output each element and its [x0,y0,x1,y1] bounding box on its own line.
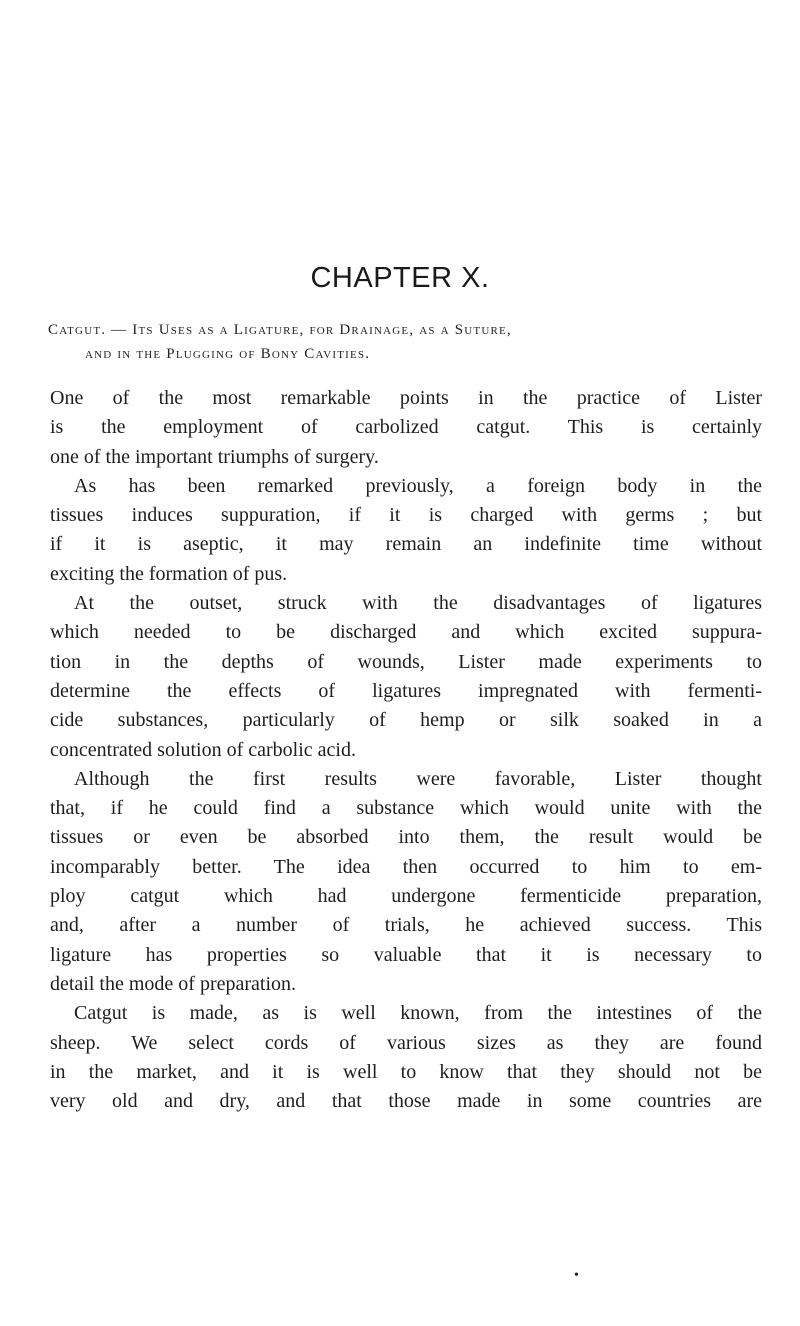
text-line: exciting the formation of pus. [50,562,288,585]
body-text [50,384,762,1116]
text-line: in the market, and it is well to know that they should not be [50,1060,762,1083]
text-line: detail the mode of preparation. [50,972,297,995]
text-line: One of the most remarkable points in the practice of Lister [50,387,762,409]
text-line: Although the first results were favorable, Lister thought [74,767,762,790]
text-line: tion in the depths of wounds, Lister made experiments to [50,650,762,673]
chapter-subtitle-line: Catgut. — Its Uses as a Ligature, for Drainage, as a Suture, [48,322,512,338]
text-line: if it is aseptic, it may remain an indefinite time without [50,533,762,556]
text-line: cide substances, particularly of hemp or silk soaked in a [50,709,762,732]
text-line: which needed to be discharged and which excited suppura- [50,621,762,644]
text-line: that, if he could find a substance which would unite with the [50,797,762,820]
text-line: As has been remarked previously, a foreign body in the [74,474,762,497]
text-line: is the employment of carbolized catgut. This is certainly [50,416,762,439]
page-mark: • [574,1268,579,1283]
text-line: tissues or even be absorbed into them, the result would be [50,826,762,849]
text-line: tissues induces suppuration, if it is charged with germs ; but [50,504,762,527]
text-line: Catgut is made, as is well known, from the intestines of the [74,1002,762,1025]
text-line: incomparably better. The idea then occurred to him to em- [50,855,762,878]
text-line: At the outset, struck with the disadvantages of ligatures [74,592,762,615]
text-line: very old and dry, and that those made in some countries are [50,1090,762,1113]
text-line: one of the important triumphs of surgery. [50,445,379,468]
text-line: ploy catgut which had undergone fermenticide preparation, [50,885,762,908]
text-line: concentrated solution of carbolic acid. [50,738,356,761]
chapter-subtitle-line: and in the Plugging of Bony Cavities. [85,346,371,362]
chapter-title: CHAPTER X. [310,262,490,294]
text-line: sheep. We select cords of various sizes as they are found [50,1031,762,1054]
text-line: determine the effects of ligatures impregnated with fermenti- [50,679,762,702]
text-line: and, after a number of trials, he achieved success. This [50,914,762,937]
text-line: ligature has properties so valuable that it is necessary to [50,943,762,966]
chapter-subtitle [48,318,760,366]
